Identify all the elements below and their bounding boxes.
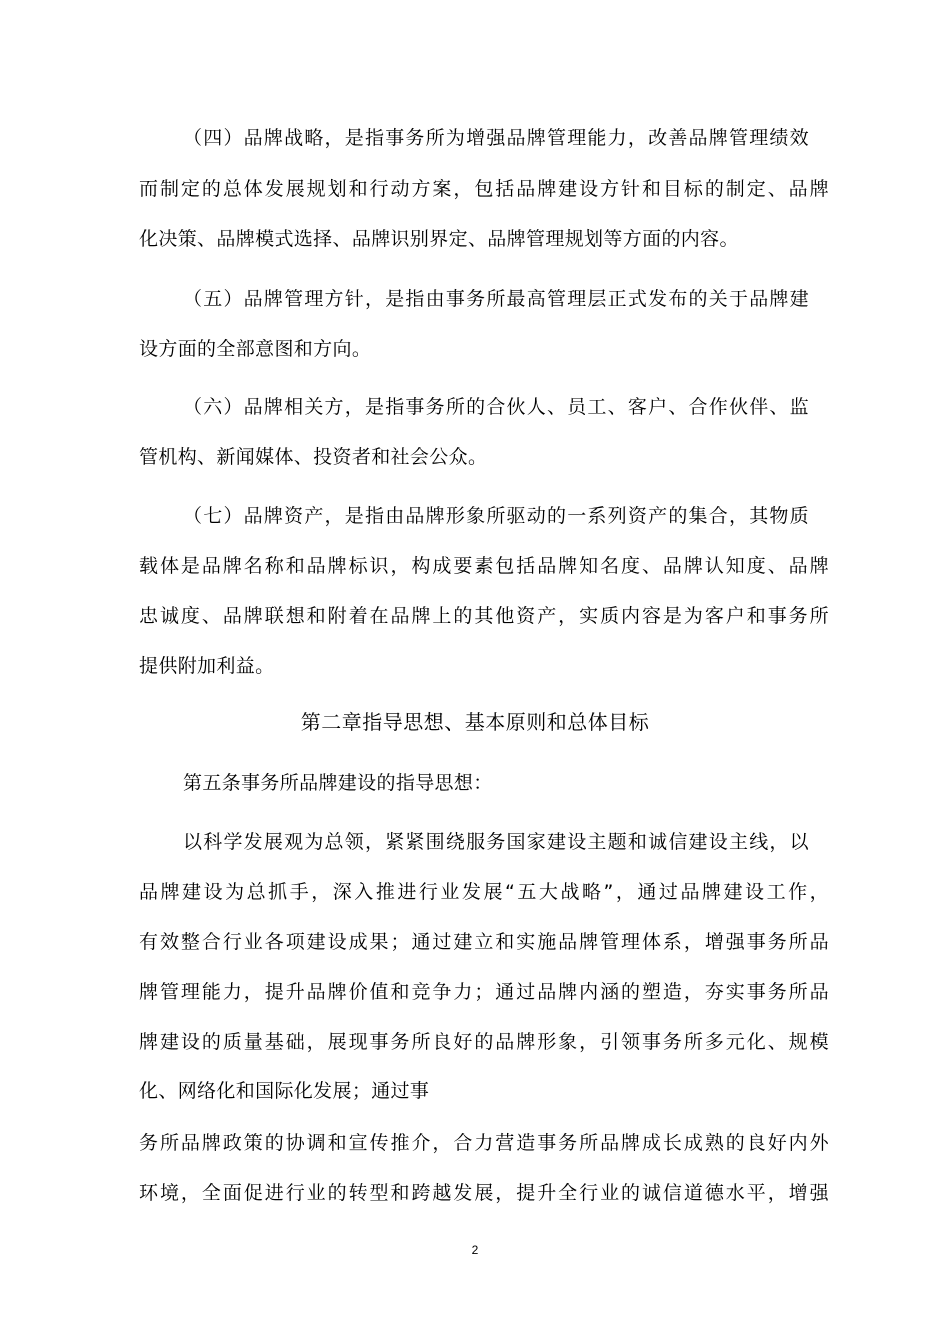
guiding-paragraph-line-6: 化、网络化和国际化发展；通过事 xyxy=(139,1080,430,1102)
article-5-title: 第五条事务所品牌建设的指导思想： xyxy=(183,772,493,794)
guiding-paragraph-line-7: 务所品牌政策的协调和宣传推介，合力营造事务所品牌成长成熟的良好内外 xyxy=(139,1132,829,1154)
guiding-paragraph-line-3: 有效整合行业各项建设成果；通过建立和实施品牌管理体系，增强事务所品 xyxy=(139,931,829,953)
paragraph-7-line-3: 忠诚度、品牌联想和附着在品牌上的其他资产，实质内容是为客户和事务所 xyxy=(139,605,829,627)
paragraph-6-line-2: 管机构、新闻媒体、投资者和社会公众。 xyxy=(139,446,488,468)
paragraph-4-line-2: 而制定的总体发展规划和行动方案，包括品牌建设方针和目标的制定、品牌 xyxy=(139,178,829,200)
paragraph-7-line-4: 提供附加利益。 xyxy=(139,655,275,677)
guiding-paragraph-line-2: 品牌建设为总抓手，深入推进行业发展“五大战略”，通过品牌建设工作， xyxy=(139,881,829,903)
guiding-paragraph-line-1: 以科学发展观为总领，紧紧围绕服务国家建设主题和诚信建设主线，以 xyxy=(183,831,809,853)
page-number: 2 xyxy=(471,1243,479,1257)
paragraph-6-line-1: （六）品牌相关方，是指事务所的合伙人、员工、客户、合作伙伴、监 xyxy=(183,396,809,418)
paragraph-5-line-2: 设方面的全部意图和方向。 xyxy=(139,338,372,360)
paragraph-7-line-2: 载体是品牌名称和品牌标识，构成要素包括品牌知名度、品牌认知度、品牌 xyxy=(139,555,829,577)
paragraph-4-line-3: 化决策、品牌模式选择、品牌识别界定、品牌管理规划等方面的内容。 xyxy=(139,228,739,250)
guiding-paragraph-line-8: 环境，全面促进行业的转型和跨越发展，提升全行业的诚信道德水平，增强 xyxy=(139,1182,829,1204)
guiding-paragraph-line-5: 牌建设的质量基础，展现事务所良好的品牌形象，引领事务所多元化、规模 xyxy=(139,1031,829,1053)
paragraph-5-line-1: （五）品牌管理方针，是指由事务所最高管理层正式发布的关于品牌建 xyxy=(183,288,809,310)
guiding-paragraph-line-4: 牌管理能力，提升品牌价值和竞争力；通过品牌内涵的塑造，夯实事务所品 xyxy=(139,981,829,1003)
paragraph-7-line-1: （七）品牌资产，是指由品牌形象所驱动的一系列资产的集合，其物质 xyxy=(183,505,809,527)
chapter-heading: 第二章指导思想、基本原则和总体目标 xyxy=(300,710,650,734)
paragraph-4-line-1: （四）品牌战略，是指事务所为增强品牌管理能力，改善品牌管理绩效 xyxy=(183,127,809,149)
